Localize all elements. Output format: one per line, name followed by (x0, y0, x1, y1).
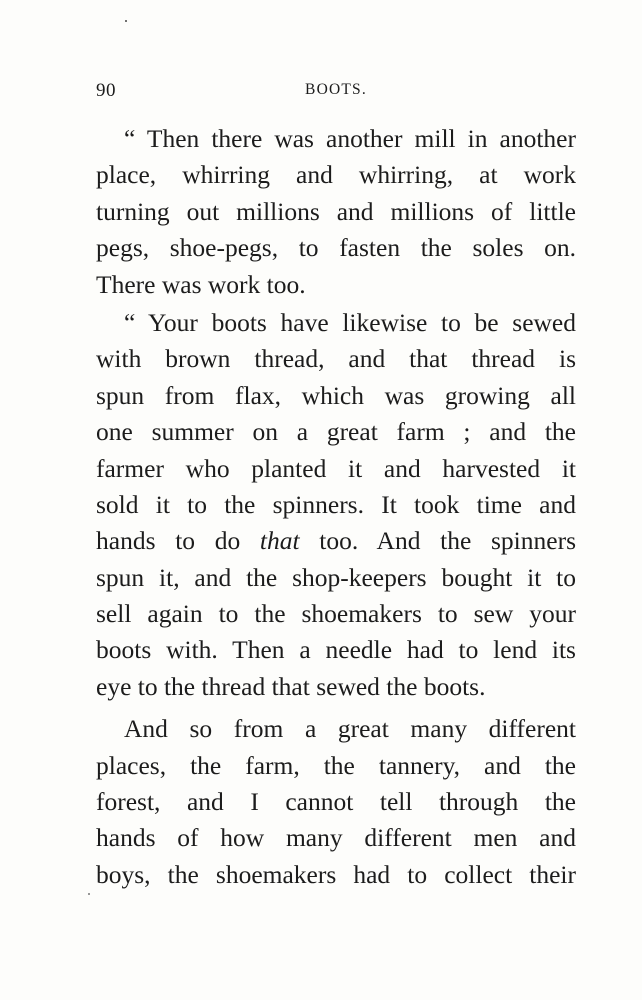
text-run: too. And the spinners (299, 526, 576, 556)
text-line: boots with. Then a needle had to lend its (96, 635, 576, 665)
page-number: 90 (96, 80, 116, 101)
text-line: sold it to the spinners. It took time and (96, 489, 576, 519)
running-head (96, 80, 576, 104)
text-line: boys, the shoemakers had to collect their (96, 859, 576, 889)
ink-speck (125, 20, 127, 22)
running-title: BOOTS. (305, 81, 367, 98)
text-line: spun it, and the shop-keepers bought it to (96, 562, 576, 592)
text-line: hands of how many different men and (96, 823, 576, 853)
text-line: eye to the thread that sewed the boots. (96, 671, 486, 701)
text-line: pegs, shoe-pegs, to fasten the soles on. (96, 233, 576, 263)
text-line: turning out millions and millions of little (96, 196, 576, 226)
body-text (96, 121, 576, 893)
text-line: one summer on a great farm ; and the (96, 417, 576, 447)
text-line: forest, and I cannot tell through the (96, 787, 576, 817)
text-run: hands to do (96, 526, 260, 556)
text-line: There was work too. (96, 269, 306, 299)
text-line: And so from a great many different (124, 714, 576, 744)
ink-speck (88, 893, 90, 895)
text-line: with brown thread, and that thread is (96, 344, 576, 374)
text-line: places, the farm, the tannery, and the (96, 750, 576, 780)
text-line: farmer who planted it and harvested it (96, 453, 576, 483)
italic-word: that (259, 526, 300, 556)
text-line: “ Your boots have likewise to be sewed (124, 307, 576, 337)
text-line: spun from flax, which was growing all (96, 380, 576, 410)
text-line-with-italic (96, 523, 576, 559)
text-line: “ Then there was another mill in another (124, 124, 576, 153)
text-line: sell again to the shoemakers to sew your (96, 599, 576, 629)
text-line: place, whirring and whirring, at work (96, 160, 576, 190)
